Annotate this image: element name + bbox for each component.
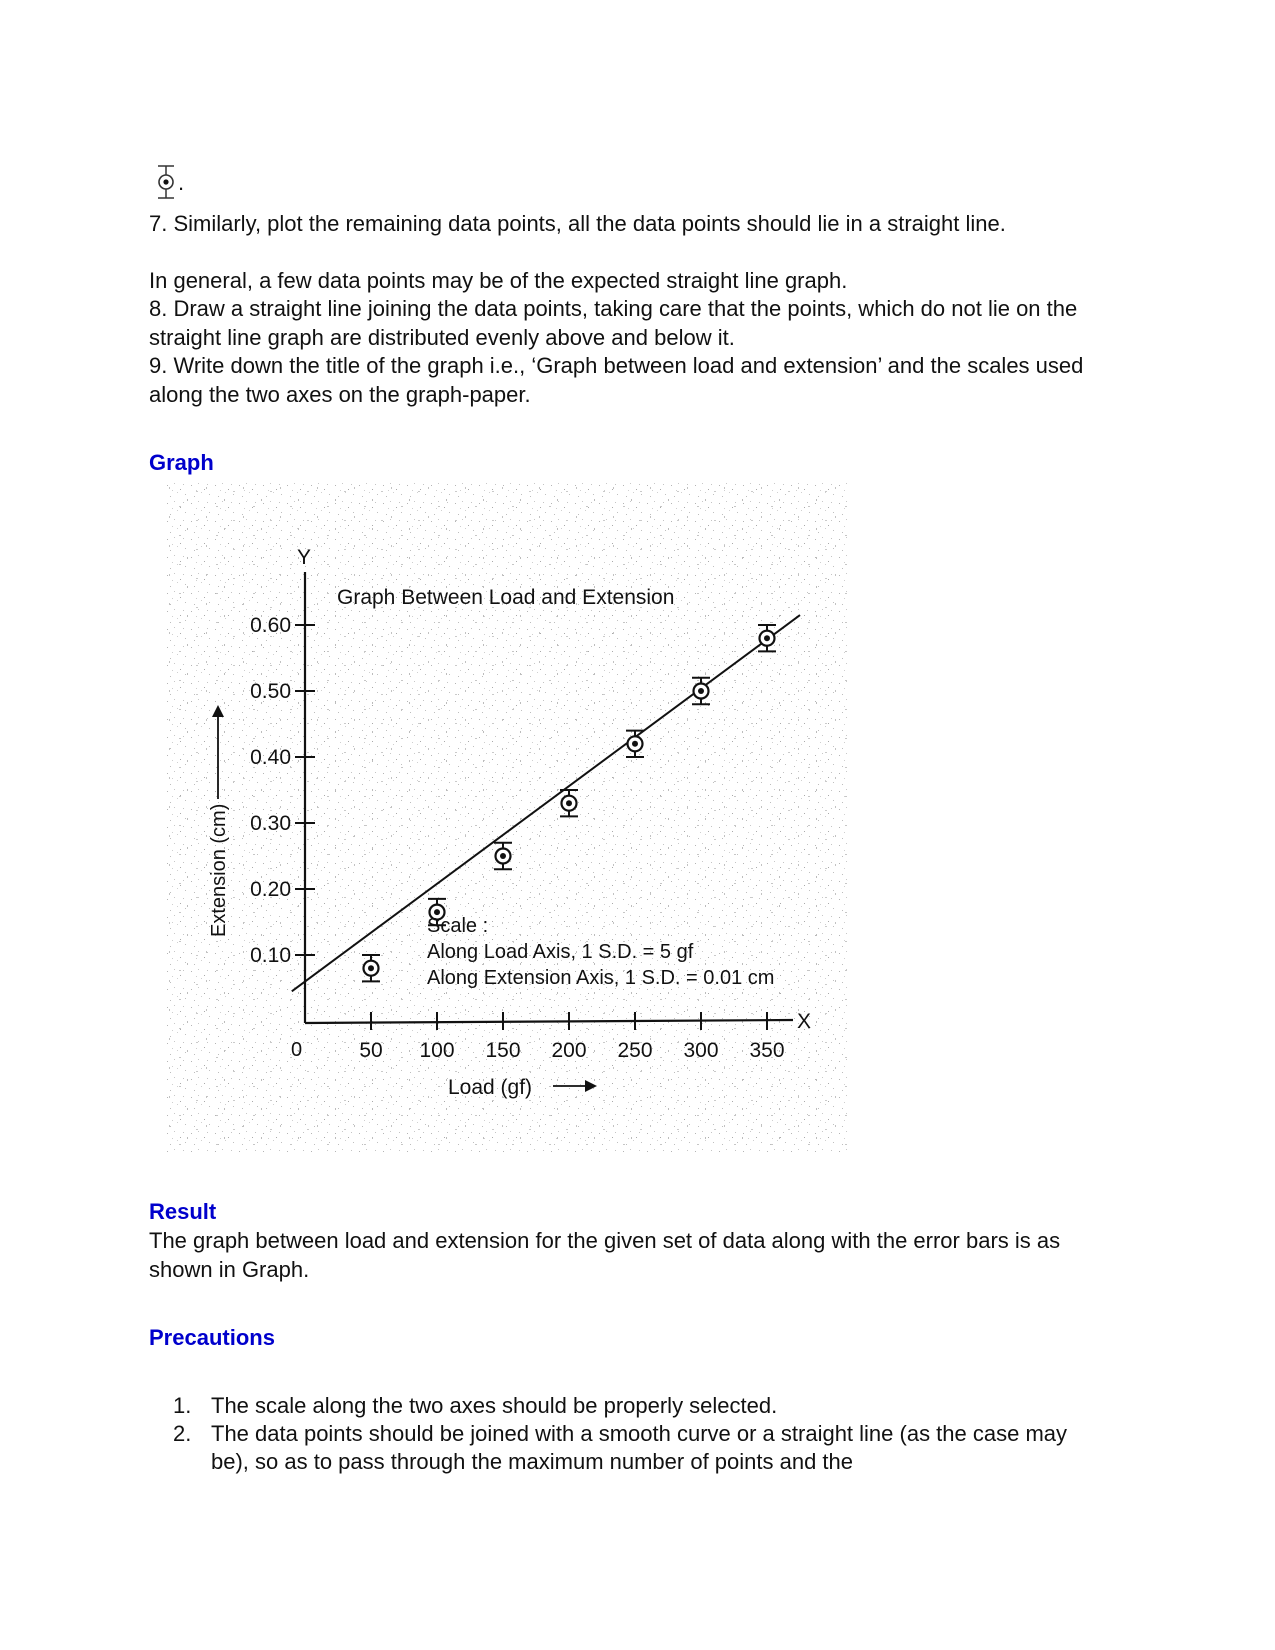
- precaution-text: The scale along the two axes should be properly selected.: [211, 1393, 778, 1418]
- y-tick-label: 0.50: [250, 680, 291, 703]
- precaution-item: [149, 1420, 1109, 1476]
- chart-title: Graph Between Load and Extension: [337, 586, 675, 609]
- x-tick-label: 50: [359, 1039, 383, 1062]
- scale-heading: Scale :: [427, 915, 489, 937]
- y-axis-letter: Y: [297, 546, 312, 569]
- y-tick-label: 0.60: [250, 614, 291, 637]
- x-tick-label: 300: [683, 1039, 719, 1062]
- scale-extension-axis: Along Extension Axis, 1 S.D. = 0.01 cm: [427, 967, 775, 989]
- graph-heading: Graph: [149, 450, 214, 475]
- y-tick-label: 0.20: [250, 878, 291, 901]
- step-7-text: 7. Similarly, plot the remaining data points, all the data points should lie in a straight line.: [149, 211, 1006, 236]
- x-tick-label: 250: [617, 1039, 653, 1062]
- x-tick-label: 200: [551, 1039, 587, 1062]
- result-text: The graph between load and extension for the given set of data along with the error bars is as shown in Graph.: [149, 1228, 1061, 1282]
- x-tick-label: 150: [485, 1039, 521, 1062]
- y-tick-label: 0.10: [250, 944, 291, 967]
- precaution-text: The data points should be joined with a smooth curve or a straight line (as the case may be), so as to pass through the maximum number of points and the: [211, 1421, 1068, 1474]
- precautions-heading: Precautions: [149, 1325, 275, 1350]
- precaution-number: 1.: [173, 1393, 192, 1418]
- load-extension-graph: [165, 482, 847, 1152]
- x-axis-title: Load (gf): [448, 1076, 533, 1099]
- x-tick-label: 100: [419, 1039, 455, 1062]
- origin-label: 0: [291, 1039, 303, 1061]
- x-axis-letter: X: [797, 1010, 812, 1033]
- precautions-list: [149, 1392, 1109, 1476]
- precaution-item: [149, 1392, 1109, 1420]
- precaution-number: 2.: [173, 1421, 192, 1446]
- x-tick-label: 350: [749, 1039, 785, 1062]
- y-tick-label: 0.40: [250, 746, 291, 769]
- result-heading: Result: [149, 1199, 217, 1224]
- scale-load-axis: Along Load Axis, 1 S.D. = 5 gf: [427, 941, 694, 963]
- error-bar-point-icon: [154, 160, 194, 204]
- general-note-text: In general, a few data points may be of the expected straight line graph.: [149, 268, 848, 293]
- glyph-suffix: .: [178, 170, 185, 195]
- step-8-text: 8. Draw a straight line joining the data points, taking care that the points, which do not lie on the straight line graph are distributed evenly above and below it.: [149, 296, 1078, 350]
- y-tick-label: 0.30: [250, 812, 291, 835]
- y-axis-title: Extension (cm): [208, 803, 230, 937]
- step-9-text: 9. Write down the title of the graph i.e., ‘Graph between load and extension’ and the scales used along the two axes on the graph-paper.: [149, 353, 1084, 407]
